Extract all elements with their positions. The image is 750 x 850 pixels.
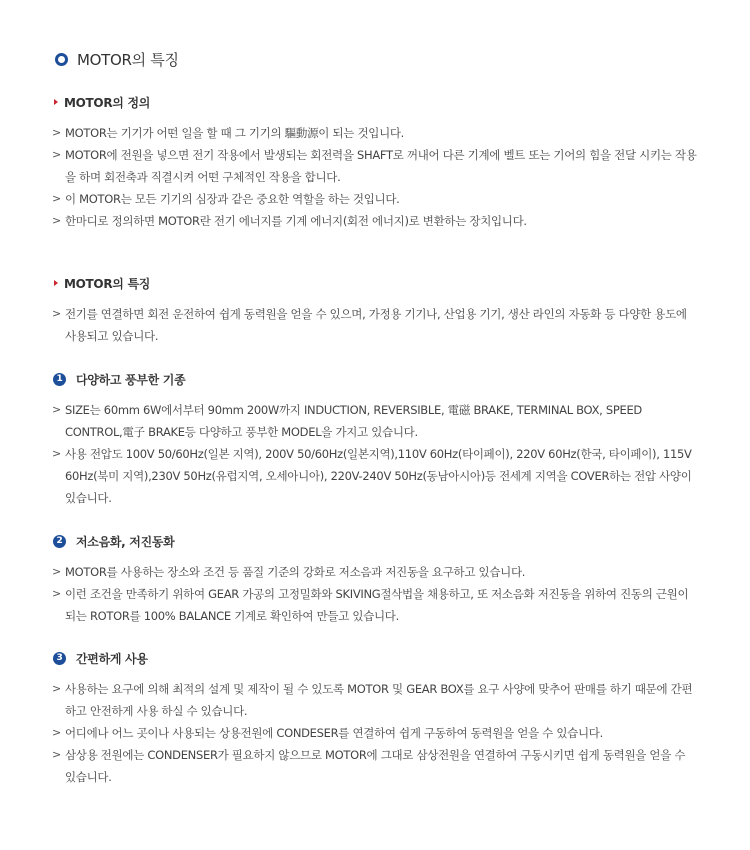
features-list <box>52 303 697 347</box>
list-item <box>52 443 697 509</box>
list-item <box>52 188 697 210</box>
chevron-right-icon: > <box>52 565 61 578</box>
chevron-right-icon: > <box>52 447 61 460</box>
list-item-text: 한마디로 정의하면 MOTOR란 전기 에너지를 기계 에너지(회전 에너지)로 변환하는 장치입니다. <box>65 214 527 228</box>
point3-list <box>52 678 697 788</box>
list-item <box>52 210 697 232</box>
page-title <box>55 47 179 71</box>
point-heading-1 <box>53 369 185 389</box>
list-item-text: 사용하는 요구에 의해 최적의 설계 및 제작이 될 수 있도록 MOTOR 및 GEAR BOX를 요구 사양에 맞추어 판매를 하기 때문에 간편하고 안전하게 사용 하실 수 있습니다. <box>65 682 693 718</box>
list-item-text: 삼상용 전원에는 CONDENSER가 필요하지 않으므로 MOTOR에 그대로 삼상전원을 연결하여 구동시키면 쉽게 동력원을 얻을 수 있습니다. <box>65 748 686 784</box>
list-item-text: MOTOR를 사용하는 장소와 조건 등 품질 기준의 강화로 저소음과 저진동을 요구하고 있습니다. <box>65 565 526 579</box>
list-item-text: 이런 조건을 만족하기 위하여 GEAR 가공의 고정밀화와 SKIVING절삭법을 채용하고, 또 저소음화 저진동을 위하여 진동의 근원이 되는 ROTOR를 100% BALANCE 기계로 확인하여 만들고 있습니다. <box>65 587 689 623</box>
list-item <box>52 561 697 583</box>
point-heading-text: 간편하게 사용 <box>76 651 148 666</box>
point-heading-3 <box>53 648 148 668</box>
list-item-text: 어디에나 어느 곳이나 사용되는 상용전원에 CONDESER를 연결하여 쉽게 구동하여 동력원을 얻을 수 있습니다. <box>65 726 603 740</box>
ring-bullet-icon <box>55 53 68 66</box>
triangle-marker-icon <box>54 99 58 105</box>
list-item-text: 이 MOTOR는 모든 기기의 심장과 같은 중요한 역할을 하는 것입니다. <box>65 192 400 206</box>
triangle-marker-icon <box>54 280 58 286</box>
chevron-right-icon: > <box>52 587 61 600</box>
chevron-right-icon: > <box>52 126 61 139</box>
chevron-right-icon: > <box>52 748 61 761</box>
chevron-right-icon: > <box>52 726 61 739</box>
list-item <box>52 122 697 144</box>
point-heading-2 <box>53 531 174 551</box>
list-item-text: MOTOR는 기기가 어떤 일을 할 때 그 기기의 驅動源이 되는 것입니다. <box>65 126 405 140</box>
list-item <box>52 303 697 347</box>
number-badge: 3 <box>53 652 66 665</box>
list-item <box>52 722 697 744</box>
chevron-right-icon: > <box>52 307 61 320</box>
chevron-right-icon: > <box>52 214 61 227</box>
list-item-text: 전기를 연결하면 회전 운전하여 쉽게 동력원을 얻을 수 있으며, 가정용 기기나, 산업용 기기, 생산 라인의 자동화 등 다양한 용도에 사용되고 있습니다. <box>65 307 687 343</box>
list-item-text: SIZE는 60mm 6W에서부터 90mm 200W까지 INDUCTION, REVERSIBLE, 電磁 BRAKE, TERMINAL BOX, SPEED CONTROL,電子 BRAKE등 다양하고 풍부한 MODEL을 가지고 있습니다. <box>65 403 642 439</box>
list-item <box>52 744 697 788</box>
section-heading-features <box>54 273 150 293</box>
definition-list <box>52 122 697 232</box>
list-item <box>52 678 697 722</box>
list-item <box>52 583 697 627</box>
number-badge: 2 <box>53 535 66 548</box>
chevron-right-icon: > <box>52 192 61 205</box>
section-heading-text: MOTOR의 특징 <box>64 276 151 291</box>
chevron-right-icon: > <box>52 403 61 416</box>
list-item-text: MOTOR에 전원을 넣으면 전기 작용에서 발생되는 회전력을 SHAFT로 꺼내어 다른 기계에 벨트 또는 기어의 힘을 전달 시키는 작용을 하며 회전축과 직결시켜 어떤 구체적인 작용을 합니다. <box>65 148 697 184</box>
point-heading-text: 다양하고 풍부한 기종 <box>76 372 186 387</box>
number-badge: 1 <box>53 373 66 386</box>
section-heading-text: MOTOR의 정의 <box>64 95 151 110</box>
list-item <box>52 399 697 443</box>
page-title-text: MOTOR의 특징 <box>77 50 179 69</box>
point2-list <box>52 561 697 627</box>
chevron-right-icon: > <box>52 682 61 695</box>
point-heading-text: 저소음화, 저진동화 <box>76 534 175 549</box>
section-heading-definition <box>54 92 150 112</box>
list-item-text: 사용 전압도 100V 50/60Hz(일본 지역), 200V 50/60Hz(일본지역),110V 60Hz(타이페이), 220V 60Hz(한국, 타이페이), 115V 60Hz(북미 지역),230V 50Hz(유럽지역, 오세아니아), 220V-240V 50Hz(동남아시아)등 전세계 지역을 COVER하는 전압 사양이 있습니다. <box>65 447 692 505</box>
point1-list <box>52 399 697 509</box>
list-item <box>52 144 697 188</box>
chevron-right-icon: > <box>52 148 61 161</box>
